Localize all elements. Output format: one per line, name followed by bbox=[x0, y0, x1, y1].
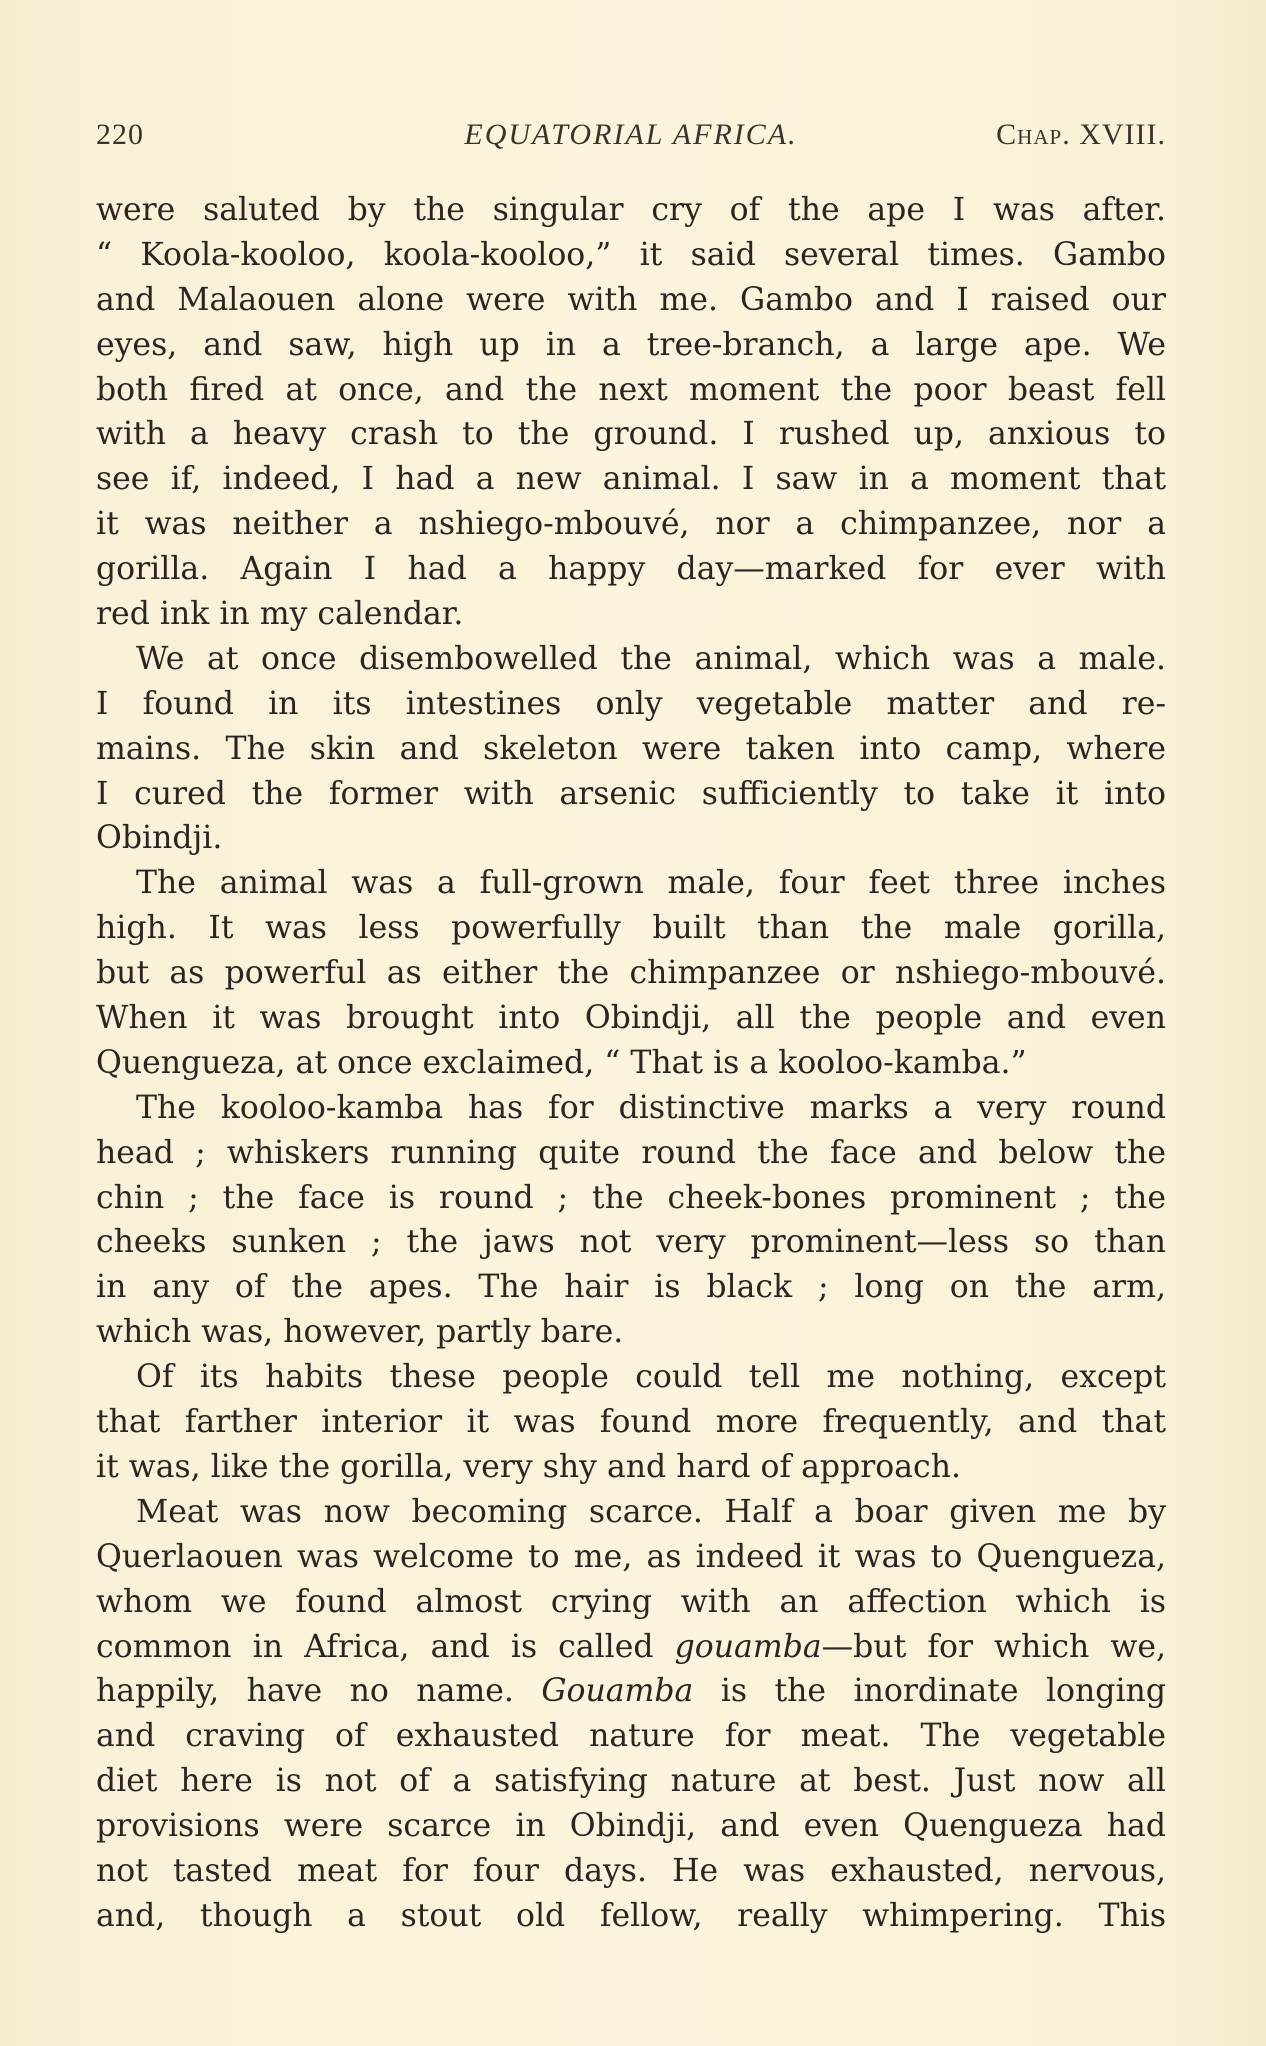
text-line: provisions were scarce in Obindji, and even Quengueza had bbox=[96, 1808, 1166, 1845]
text-line: Querlaouen was welcome to me, as indeed it was to Quengueza, bbox=[96, 1538, 1166, 1575]
text-line: and, though a stout old fellow, really whimpering. This bbox=[96, 1897, 1166, 1934]
text-line: I found in its intestines only vegetable matter and re- bbox=[96, 685, 1166, 722]
text-fragment: —but for which we, bbox=[821, 1628, 1166, 1665]
text-line: which was, however, partly bare. bbox=[96, 1314, 624, 1351]
page-header bbox=[96, 118, 1166, 158]
page-number: 220 bbox=[96, 118, 144, 151]
text-line: gorilla. Again I had a happy day—marked for ever with bbox=[96, 551, 1166, 588]
text-line: Obindji. bbox=[96, 820, 223, 857]
italic-term: Gouamba bbox=[541, 1673, 694, 1710]
text-line: Of its habits these people could tell me nothing, except bbox=[136, 1359, 1166, 1396]
text-line: diet here is not of a satisfying nature at best. Just now all bbox=[96, 1763, 1166, 1800]
text-line: not tasted meat for four days. He was exhausted, nervous, bbox=[96, 1852, 1166, 1889]
text-line: it was, like the gorilla, very shy and hard of approach. bbox=[96, 1448, 961, 1485]
text-line: Meat was now becoming scarce. Half a boar given me by bbox=[136, 1493, 1166, 1530]
text-line: cheeks sunken ; the jaws not very prominent—less so than bbox=[96, 1224, 1166, 1261]
text-line: and craving of exhausted nature for meat. The vegetable bbox=[96, 1718, 1166, 1755]
text-line: The animal was a full-grown male, four feet three inches bbox=[136, 865, 1166, 902]
text-line: The kooloo-kamba has for distinctive marks a very round bbox=[136, 1089, 1166, 1126]
text-line: whom we found almost crying with an affection which is bbox=[96, 1583, 1166, 1620]
text-line: eyes, and saw, high up in a tree-branch, a large ape. We bbox=[96, 326, 1166, 363]
text-line bbox=[96, 1669, 1166, 1714]
text-line: “ Koola-kooloo, koola-kooloo,” it said several times. Gambo bbox=[96, 236, 1166, 273]
text-line: that farther interior it was found more frequently, and that bbox=[96, 1404, 1166, 1441]
text-line bbox=[96, 1625, 1166, 1670]
text-line: high. It was less powerfully built than the male gorilla, bbox=[96, 910, 1166, 947]
text-line: it was neither a nshiego-mbouvé, nor a chimpanzee, nor a bbox=[96, 506, 1166, 543]
text-line: We at once disembowelled the animal, which was a male. bbox=[136, 640, 1166, 677]
text-line: chin ; the face is round ; the cheek-bones prominent ; the bbox=[96, 1179, 1166, 1216]
text-line: both fired at once, and the next moment the poor beast fell bbox=[96, 371, 1166, 408]
text-line: and Malaouen alone were with me. Gambo and I raised our bbox=[96, 281, 1166, 318]
text-line: Quengueza, at once exclaimed, “ That is a kooloo-kamba.” bbox=[96, 1044, 1027, 1081]
text-line: in any of the apes. The hair is black ; long on the arm, bbox=[96, 1269, 1166, 1306]
text-line: head ; whiskers running quite round the face and below the bbox=[96, 1134, 1166, 1171]
body-text bbox=[96, 188, 1166, 1939]
text-line: were saluted by the singular cry of the ape I was after. bbox=[96, 192, 1166, 228]
text-fragment: is the inordinate longing bbox=[693, 1673, 1166, 1710]
running-title: EQUATORIAL AFRICA. bbox=[464, 118, 798, 151]
italic-term: gouamba bbox=[674, 1628, 822, 1665]
text-line: mains. The skin and skeleton were taken into camp, where bbox=[96, 730, 1166, 767]
text-fragment: common in Africa, and is called bbox=[96, 1628, 675, 1665]
text-fragment: happily, have no name. bbox=[96, 1673, 542, 1710]
text-line: but as powerful as either the chimpanzee or nshiego-mbouvé. bbox=[96, 955, 1166, 992]
text-line: When it was brought into Obindji, all the people and even bbox=[96, 1000, 1166, 1037]
text-line: see if, indeed, I had a new animal. I saw in a moment that bbox=[96, 461, 1166, 498]
text-line: I cured the former with arsenic sufficiently to take it into bbox=[96, 775, 1166, 812]
text-line: with a heavy crash to the ground. I rushed up, anxious to bbox=[96, 416, 1166, 453]
chapter-label: Chap. XVIII. bbox=[996, 118, 1166, 151]
text-line: red ink in my calendar. bbox=[96, 596, 464, 633]
